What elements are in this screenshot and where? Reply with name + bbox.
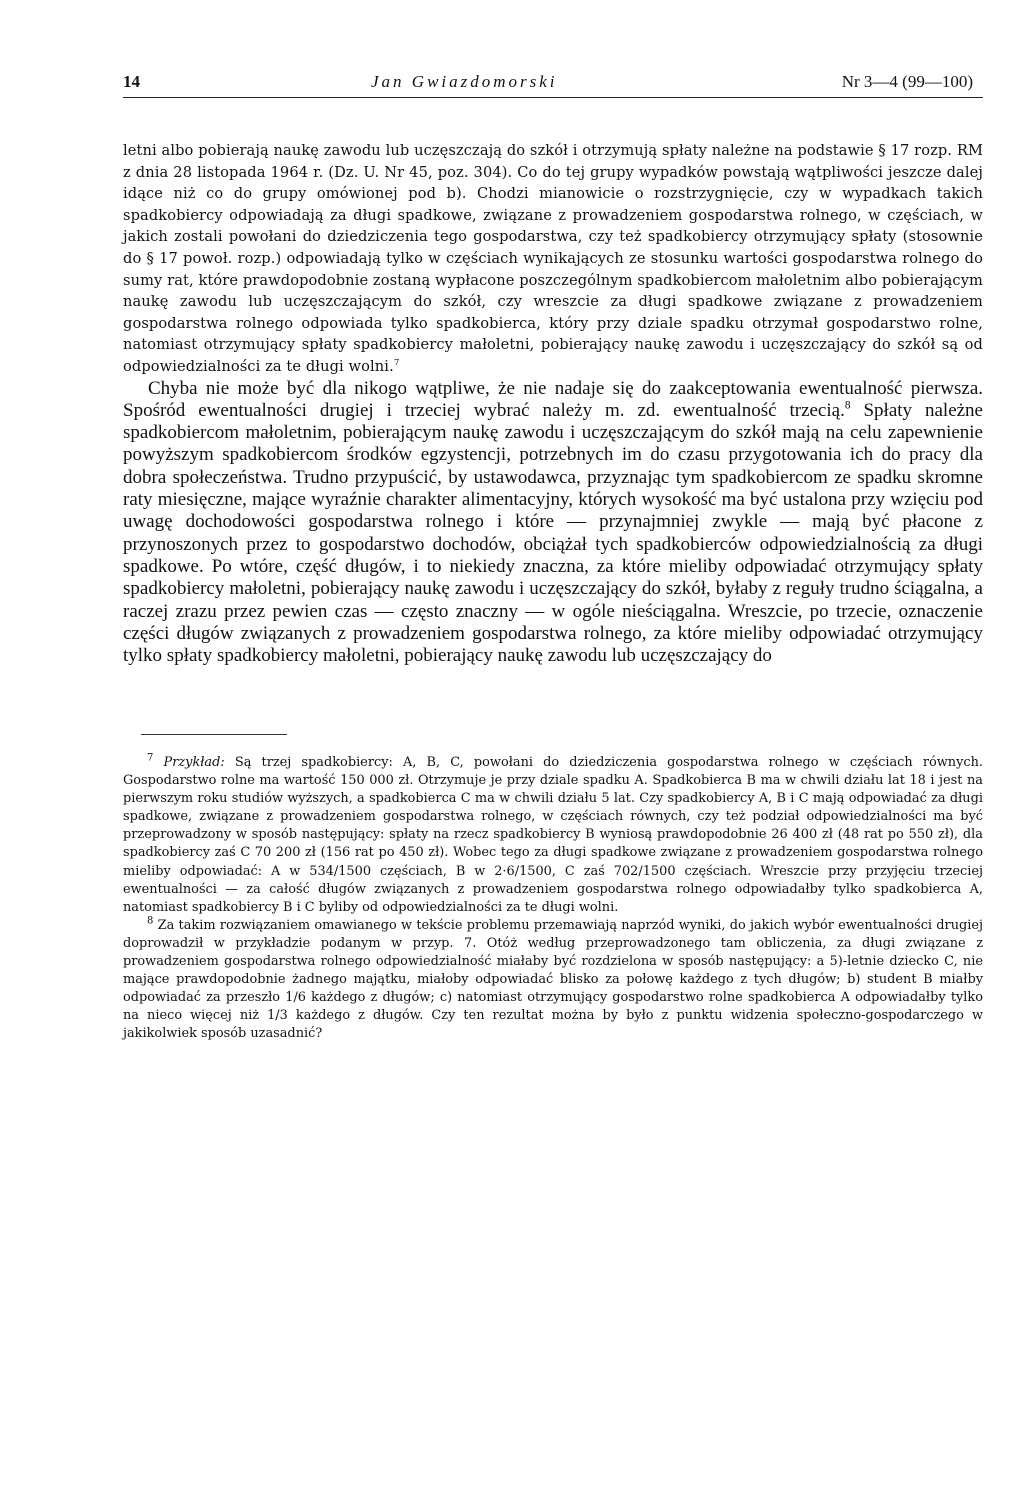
paragraph-text: letni albo pobierają naukę zawodu lub uczęszczają do szkół i otrzymują spłaty należne na podstawie § 17 rozp. RM z dnia 28 listopada 1964 r. (Dz. U. Nr 45, poz. 304). Co do tej grupy wypadków powstają wątpliwości jeszcze dalej idące niż co do grupy omówionej pod b). Chodzi mianowicie o rozstrzygnięcie, czy w wypadkach takich spadkobiercy odpowiadają za długi spadkowe, związane z prowadzeniem gospodarstwa rolnego, w częściach, w jakich zostali powołani do dziedziczenia tego gospodarstwa, czy też spadkobiercy otrzymujący spłaty (stosownie do § 17 powoł. rozp.) odpowiadają tylko w częściach wynikających ze stosunku wartości gospodarstwa rolnego do sumy rat, które prawdopodobnie zostaną wypłacone poszczególnym spadkobiercom małoletnim albo pobierającym naukę zawodu lub uczęszczającym do szkół, czy wreszcie za długi spadkowe związane z prowadzeniem gospodarstwa rolnego odpowiada tylko spadkobierca, który przy dziale spadku otrzymał gospodarstwo rolne, natomiast otrzymujący spłaty spadkobiercy małoletni, pobierający naukę zawodu i uczęszczający do szkół są od odpowiedzialności za te długi wolni.: [123, 142, 983, 375]
main-text: [123, 140, 983, 667]
footnote-mark: 8: [147, 915, 154, 927]
paragraph-text: Spłaty należne spadkobiercom małoletnim, pobierającym naukę zawodu i uczęszczającym do szkół mają na celu zapewnienie powyższym spadkobiercom środków egzystencji, potrzebnych im do czasu przygotowania ich do pracy dla dobra społeczeństwa. Trudno przypuścić, by ustawodawca, przyznając tym spadkobiercom ze spadku skromne raty miesięczne, mające wyraźnie charakter alimentacyjny, których wysokość ma być ustalona przy wzięciu pod uwagę dochodowości gospodarstwa rolnego i które — przynajmniej zwykle — mają być płacone z przynoszonych przez to gospodarstwo dochodów, obciążał tych spadkobierców odpowiedzialnością za długi spadkowe. Po wtóre, część długów, i to niekiedy znaczna, za które mieliby odpowiadać otrzymujący spłaty spadkobiercy małoletni, pobierający naukę zawodu i uczęszczający do szkół, byłaby z reguły trudno ściągalna, a raczej zrazu przez pewien czas — często znaczny — w ogóle nieściągalna. Wreszcie, po trzecie, oznaczenie części długów związanych z prowadzeniem gospodarstwa rolnego, za które mieliby odpowiadać otrzymujący tylko spłaty spadkobiercy małoletni, pobierający naukę zawodu lub uczęszczający do: [123, 399, 983, 667]
header-rule: [123, 97, 983, 98]
footnote-text: Za takim rozwiązaniem omawianego w tekście problemu przemawiają naprzód wyniki, do jakich wybór ewentualności drugiej doprowadził w przykładzie podanym w przyp. 7. Otóż według przeprowadzonego tam obliczenia, za długi związane z prowadzeniem gospodarstwa rolnego odpowiedzialność miałaby być rozdzielona w sposób następujący: a 5)-letnie dziecko C, nie mające prawdopodobnie żadnego majątku, miałoby odpowiadać blisko za połowę każdego z tych długów; b) student B miałby odpowiadać za przeszło 1/6 każdego z długów; c) natomiast otrzymujący gospodarstwo rolne spadkobierca A odpowiadałby tylko na nieco więcej niż 1/3 każdego z długów. Czy ten rezultat można by było z punktu widzenia społeczno-gospodarczego w jakikolwiek sposób uzasadnić?: [123, 917, 983, 1042]
footnote-text: Są trzej spadkobiercy: A, B, C, powołani do dziedziczenia gospodarstwa rolnego w częściach równych. Gospodarstwo rolne ma wartość 150 000 zł. Otrzymuje je przy dziale spadku A. Spadkobierca B ma w chwili działu lat 18 i jest na pierwszym roku studiów wyższych, a spadkobierca C ma w chwili działu 5 lat. Czy spadkobiercy A, B i C mają odpowiadać za długi spadkowe, związane z prowadzeniem gospodarstwa rolnego, w częściach równych, czy też podział odpowiedzialności ma być przeprowadzony w sposób następujący: spłaty na rzecz spadkobiercy B wyniosą prawdopodobnie 26 400 zł (48 rat po 550 zł), dla spadkobiercy zaś C 70 200 zł (156 rat po 450 zł). Wobec tego za długi spadkowe związane z prowadzeniem gospodarstwa rolnego mieliby odpowiadać: A w 534/1500 częściach, B w 2·6/1500, C zaś 702/1500 częściach. Wreszcie przy przyjęciu trzeciej ewentualności — za całość długów związanych z prowadzeniem gospodarstwa rolnego odpowiadałby tylko spadkobierca A, natomiast spadkobiercy B i C byliby od odpowiedzialności za te długi wolni.: [123, 755, 983, 915]
footnotes: [123, 754, 983, 1044]
paragraph-continued: [123, 140, 983, 378]
footnote-mark: 7: [147, 752, 154, 764]
running-author: Jan Gwiazdomorski: [371, 72, 558, 91]
page-number: 14: [123, 72, 140, 91]
footnote-separator: [141, 734, 287, 735]
footnote-ref-7[interactable]: 7: [393, 358, 400, 369]
running-header: [123, 66, 983, 96]
paragraph-text: Chyba nie może być dla nikogo wątpliwe, że nie nadaje się do zaakceptowania ewentualność pierwsza. Spośród ewentualności drugiej i trzeciej wybrać należy m. zd. ewentualność trzecią.: [123, 377, 983, 421]
footnote-ref-8[interactable]: 8: [844, 399, 851, 412]
footnote-lead: Przykład:: [163, 755, 225, 770]
paragraph: [123, 378, 983, 668]
footnote-8: [123, 917, 983, 1044]
footnote-7: [123, 754, 983, 917]
issue-number: Nr 3—4 (99—100): [841, 72, 973, 91]
page: [123, 66, 983, 1042]
